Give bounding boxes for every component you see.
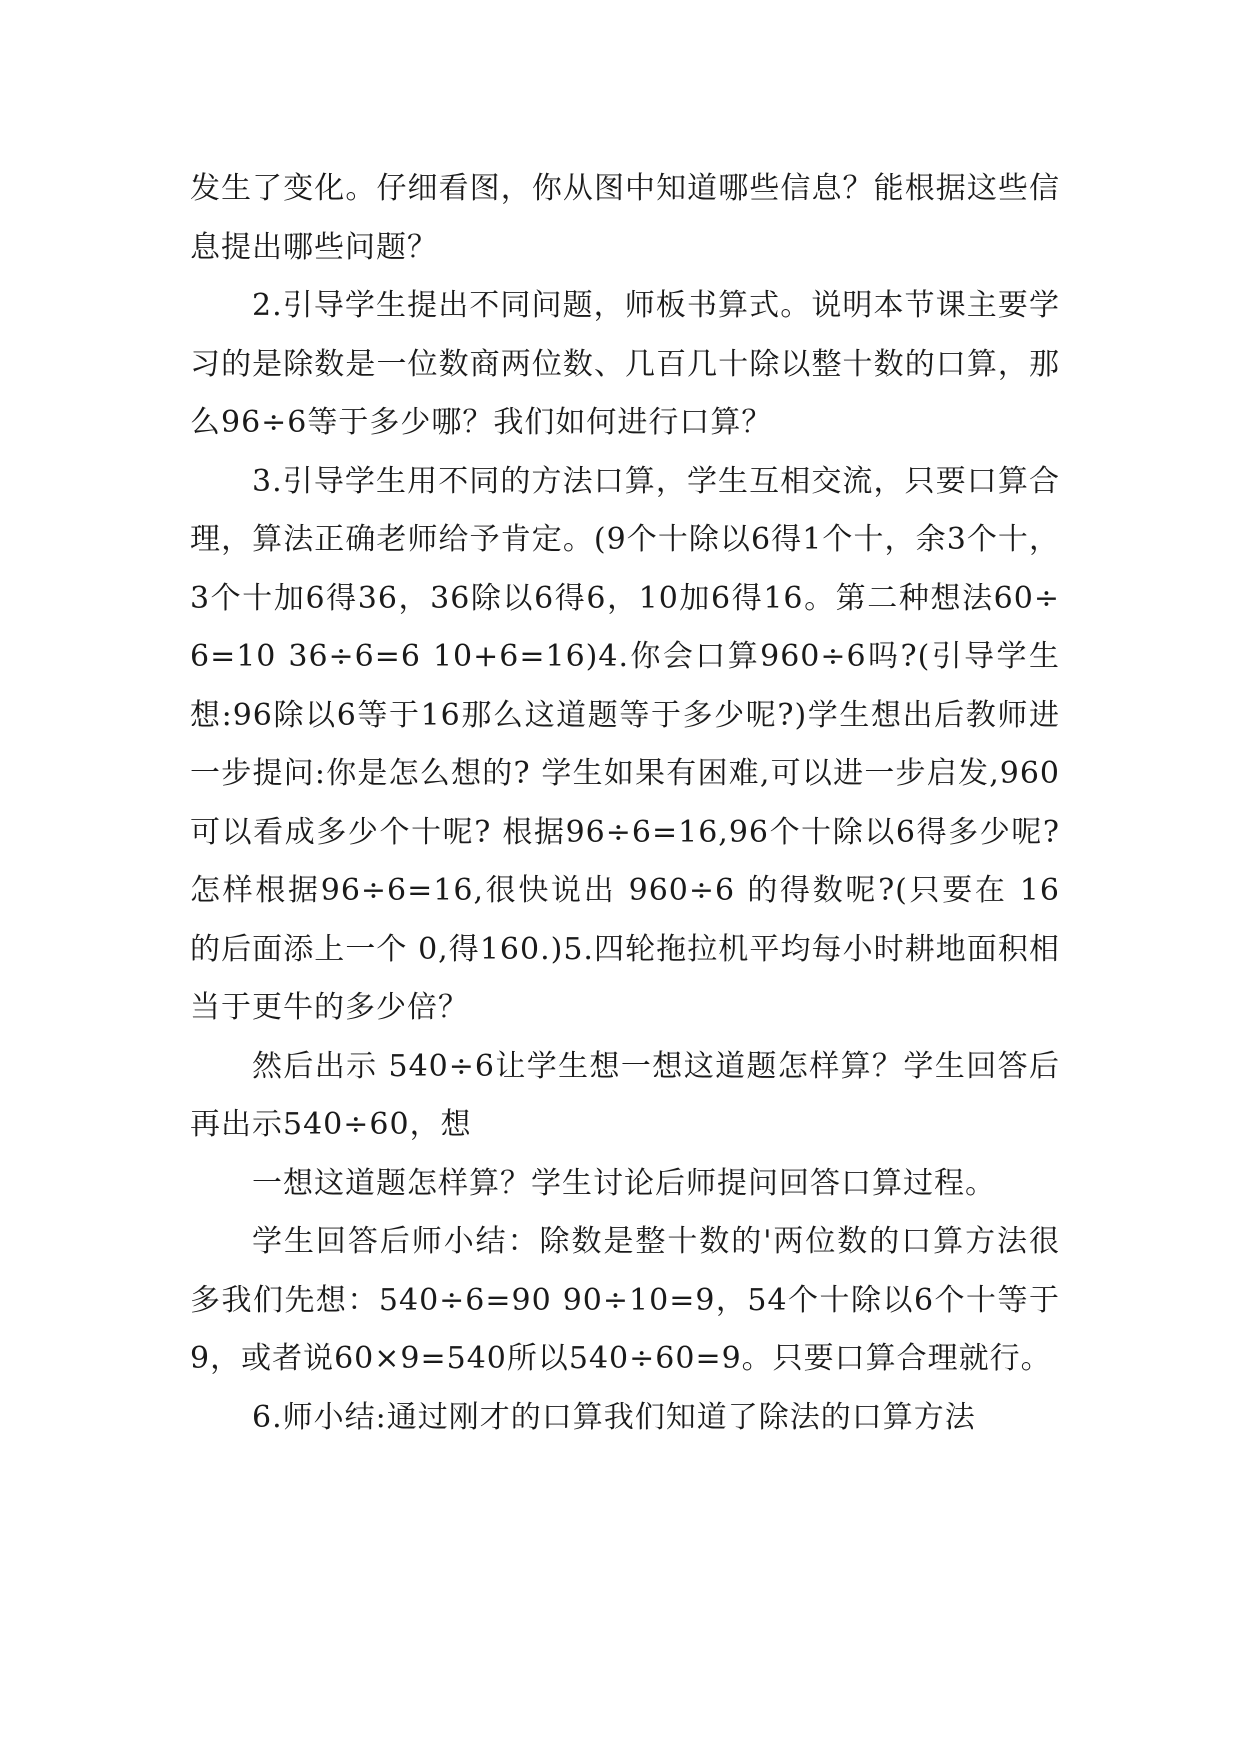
paragraph-4: 然后出示 540÷6让学生想一想这道题怎样算？学生回答后再出示540÷60，想 xyxy=(190,1048,1060,1142)
document-body xyxy=(190,160,1060,1447)
paragraph-3: 3.引导学生用不同的方法口算，学生互相交流，只要口算合理，算法正确老师给予肯定。(9个十除以6得1个十，余3个十，3个十加6得36，36除以6得6，10加6得16。第二种想法60÷ 6=10 36÷6=6 10+6=16)4.你会口算960÷6吗?(引导学生想:96除以6等于16那么这道题等于多少呢?)学生想出后教师进一步提问:你是怎么想的? 学生如果有困难,可以进一步启发,960 可以看成多少个十呢? 根据96÷6=16,96个十除以6得多少呢? 怎样根据96÷6=16,很快说出 960÷6 的得数呢?(只要在 16 的后面添上一个 0,得160.)5.四轮拖拉机平均每小时耕地面积相当于更牛的多少倍？ xyxy=(190,463,1060,1025)
paragraph-1: 发生了变化。仔细看图，你从图中知道哪些信息？能根据这些信息提出哪些问题？ xyxy=(190,171,1060,265)
paragraph-5: 一想这道题怎样算？学生讨论后师提问回答口算过程。 xyxy=(252,1165,996,1201)
paragraph-6: 学生回答后师小结：除数是整十数的'两位数的口算方法很多我们先想：540÷6=90 90÷10=9，54个十除以6个十等于9，或者说60×9=540所以540÷60=9。只要口算合理就行。 xyxy=(190,1224,1060,1376)
paragraph-7: 6.师小结:通过刚才的口算我们知道了除法的口算方法 xyxy=(252,1399,976,1435)
paragraph-2: 2.引导学生提出不同问题，师板书算式。说明本节课主要学习的是除数是一位数商两位数、几百几十除以整十数的口算，那么96÷6等于多少哪？我们如何进行口算？ xyxy=(190,288,1060,440)
